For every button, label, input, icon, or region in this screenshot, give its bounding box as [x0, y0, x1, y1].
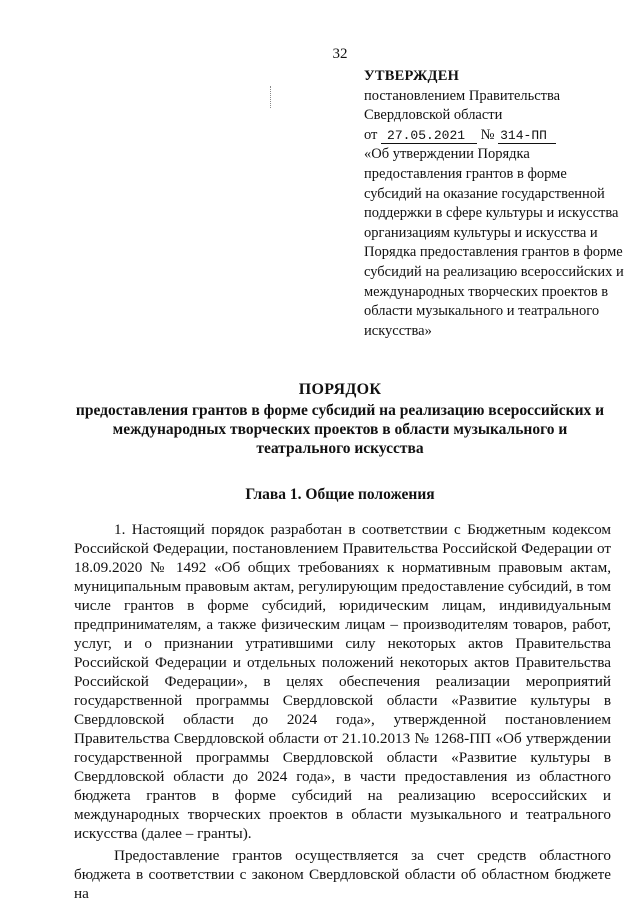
approval-date: 27.05.2021 [381, 129, 477, 144]
document-subtitle: предоставления грантов в форме субсидий на реализацию всероссийских и международных творческих проектов в области музыкального и театрального искусства [75, 402, 605, 457]
from-label: от [364, 126, 378, 143]
number-label: № [480, 126, 495, 143]
approval-stamp [364, 67, 626, 341]
body-text [74, 520, 611, 903]
approval-date-line [364, 126, 626, 146]
paragraph: 1. Настоящий порядок разработан в соответствии с Бюджетным кодексом Российской Федерации, постановлением Правительства Российской Федерации от 18.09.2020 № 1492 «Об общих требованиях к нормативным правовым актам, муниципальным правовым актам, регулирующим предоставление субсидий, в том числе грантов в форме субсидий, юридическим лицам, индивидуальным предпринимателям, а также физическим лицам – производителям товаров, работ, услуг, и о признании утратившими силу некоторых актов Правительства Российской Федерации и отдельных положений некоторых актов Правительства Российской Федерации», в целях обеспечения реализации мероприятий государственной программы Свердловской области «Развитие культуры в Свердловской области до 2024 года», утвержденной постановлением Правительства Свердловской области от 21.10.2013 № 1268-ПП «Об утверждении государственной программы Свердловской области «Развитие культуры в Свердловской области до 2024 года», в части предоставления из областного бюджета грантов в форме субсидий на реализацию всероссийских и международных творческих проектов в области музыкального и театрального искусства (далее – гранты). [74, 521, 611, 842]
approved-label: УТВЕРЖДЕН [364, 68, 460, 84]
paragraph: Предоставление грантов осуществляется за счет средств областного бюджета в соответствии с законом Свердловской области об областном бюджете на [74, 847, 611, 902]
approval-subject: «Об утверждении Порядка предоставления грантов в форме субсидий на оказание государственной поддержки в сфере культуры и искусства организациям культуры и искусства и Порядка предоставления грантов в форме субсидий на реализацию всероссийских и международных творческих проектов в области музыкального и театрального искусства» [364, 146, 624, 339]
chapter-heading: Глава 1. Общие положения [245, 486, 435, 503]
document-heading [70, 380, 610, 458]
approval-line-2: Свердловской области [364, 107, 503, 124]
approval-line-1: постановлением Правительства [364, 87, 561, 104]
margin-mark [270, 86, 273, 108]
approval-number: 314-ПП [498, 129, 556, 144]
page-number: 32 [332, 46, 348, 62]
document-title: ПОРЯДОК [298, 381, 382, 398]
